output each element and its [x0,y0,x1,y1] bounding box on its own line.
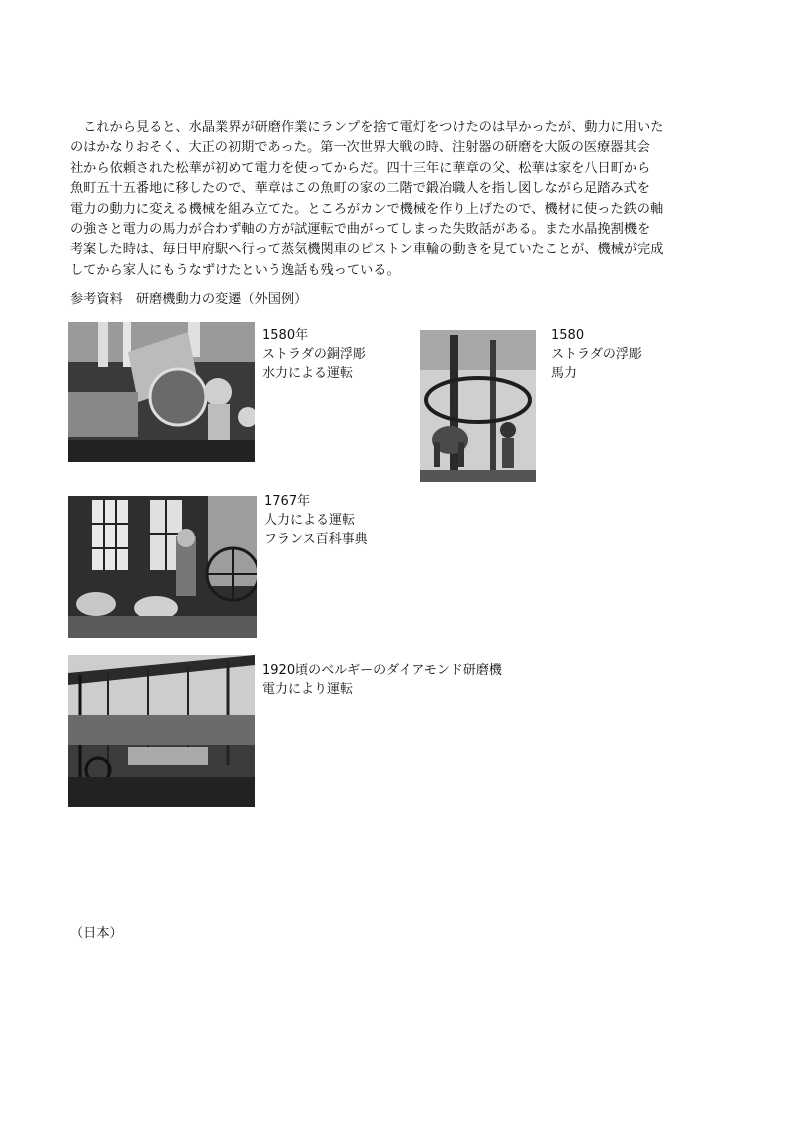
caption-line: 水力による運転 [262,366,354,381]
paragraph-line: 社から依頼された松華が初めて電力を使ってからだ。四十三年に華章の父、松華は家を八日町から [70,160,651,176]
caption-line: 1920頃のベルギーのダイアモンド研磨機 [262,663,502,678]
caption-line: 電力により運転 [262,682,354,697]
caption-line: ストラダの銅浮彫 [262,347,366,362]
figure-2-image [420,330,536,482]
figure-4-caption [262,661,502,699]
caption-line: 馬力 [551,366,578,381]
paragraph-line: のはかなりおそく、大正の初期であった。第一次世界大戦の時、注射器の研磨を大阪の医療器其会 [70,140,650,156]
figure-3-caption [264,492,368,549]
figure-1-caption [262,326,366,383]
footer-note: （日本） [70,926,123,941]
figure-3-image [68,496,257,638]
figure-1-image [68,322,255,462]
figure-4-image [68,655,255,807]
caption-line: 1767年 [264,494,311,509]
body-paragraph [70,118,730,281]
paragraph-line: してから家人にもうなずけたという逸話も残っている。 [70,262,400,278]
reference-heading: 参考資料 研磨機動力の変遷（外国例） [70,292,308,307]
paragraph-line: これから見ると、水晶業界が研磨作業にランプを捨て電灯をつけたのは早かったが、動力に用いた [70,120,664,135]
caption-line: 1580 [551,328,585,343]
paragraph-line: 考案した時は、毎日甲府駅へ行って蒸気機関車のピストン車輪の動きを見ていたことが、機械が完成 [70,242,664,258]
paragraph-line: 魚町五十五番地に移したので、華章はこの魚町の家の二階で鍛冶職人を指し図しながら足踏み式を [70,181,650,197]
paragraph-line: の強さと電力の馬力が合わず軸の方が試運転で曲がってしまった失敗話がある。また水晶挽割機を [70,222,651,238]
figure-2-caption [551,326,642,383]
paragraph-line: 電力の動力に変える機械を組み立てた。ところがカンで機械を作り上げたので、機材に使った鉄の軸 [70,201,664,217]
caption-line: 1580年 [262,328,309,343]
caption-line: 人力による運転 [264,513,356,528]
caption-line: フランス百科事典 [264,532,368,547]
caption-line: ストラダの浮彫 [551,347,642,362]
